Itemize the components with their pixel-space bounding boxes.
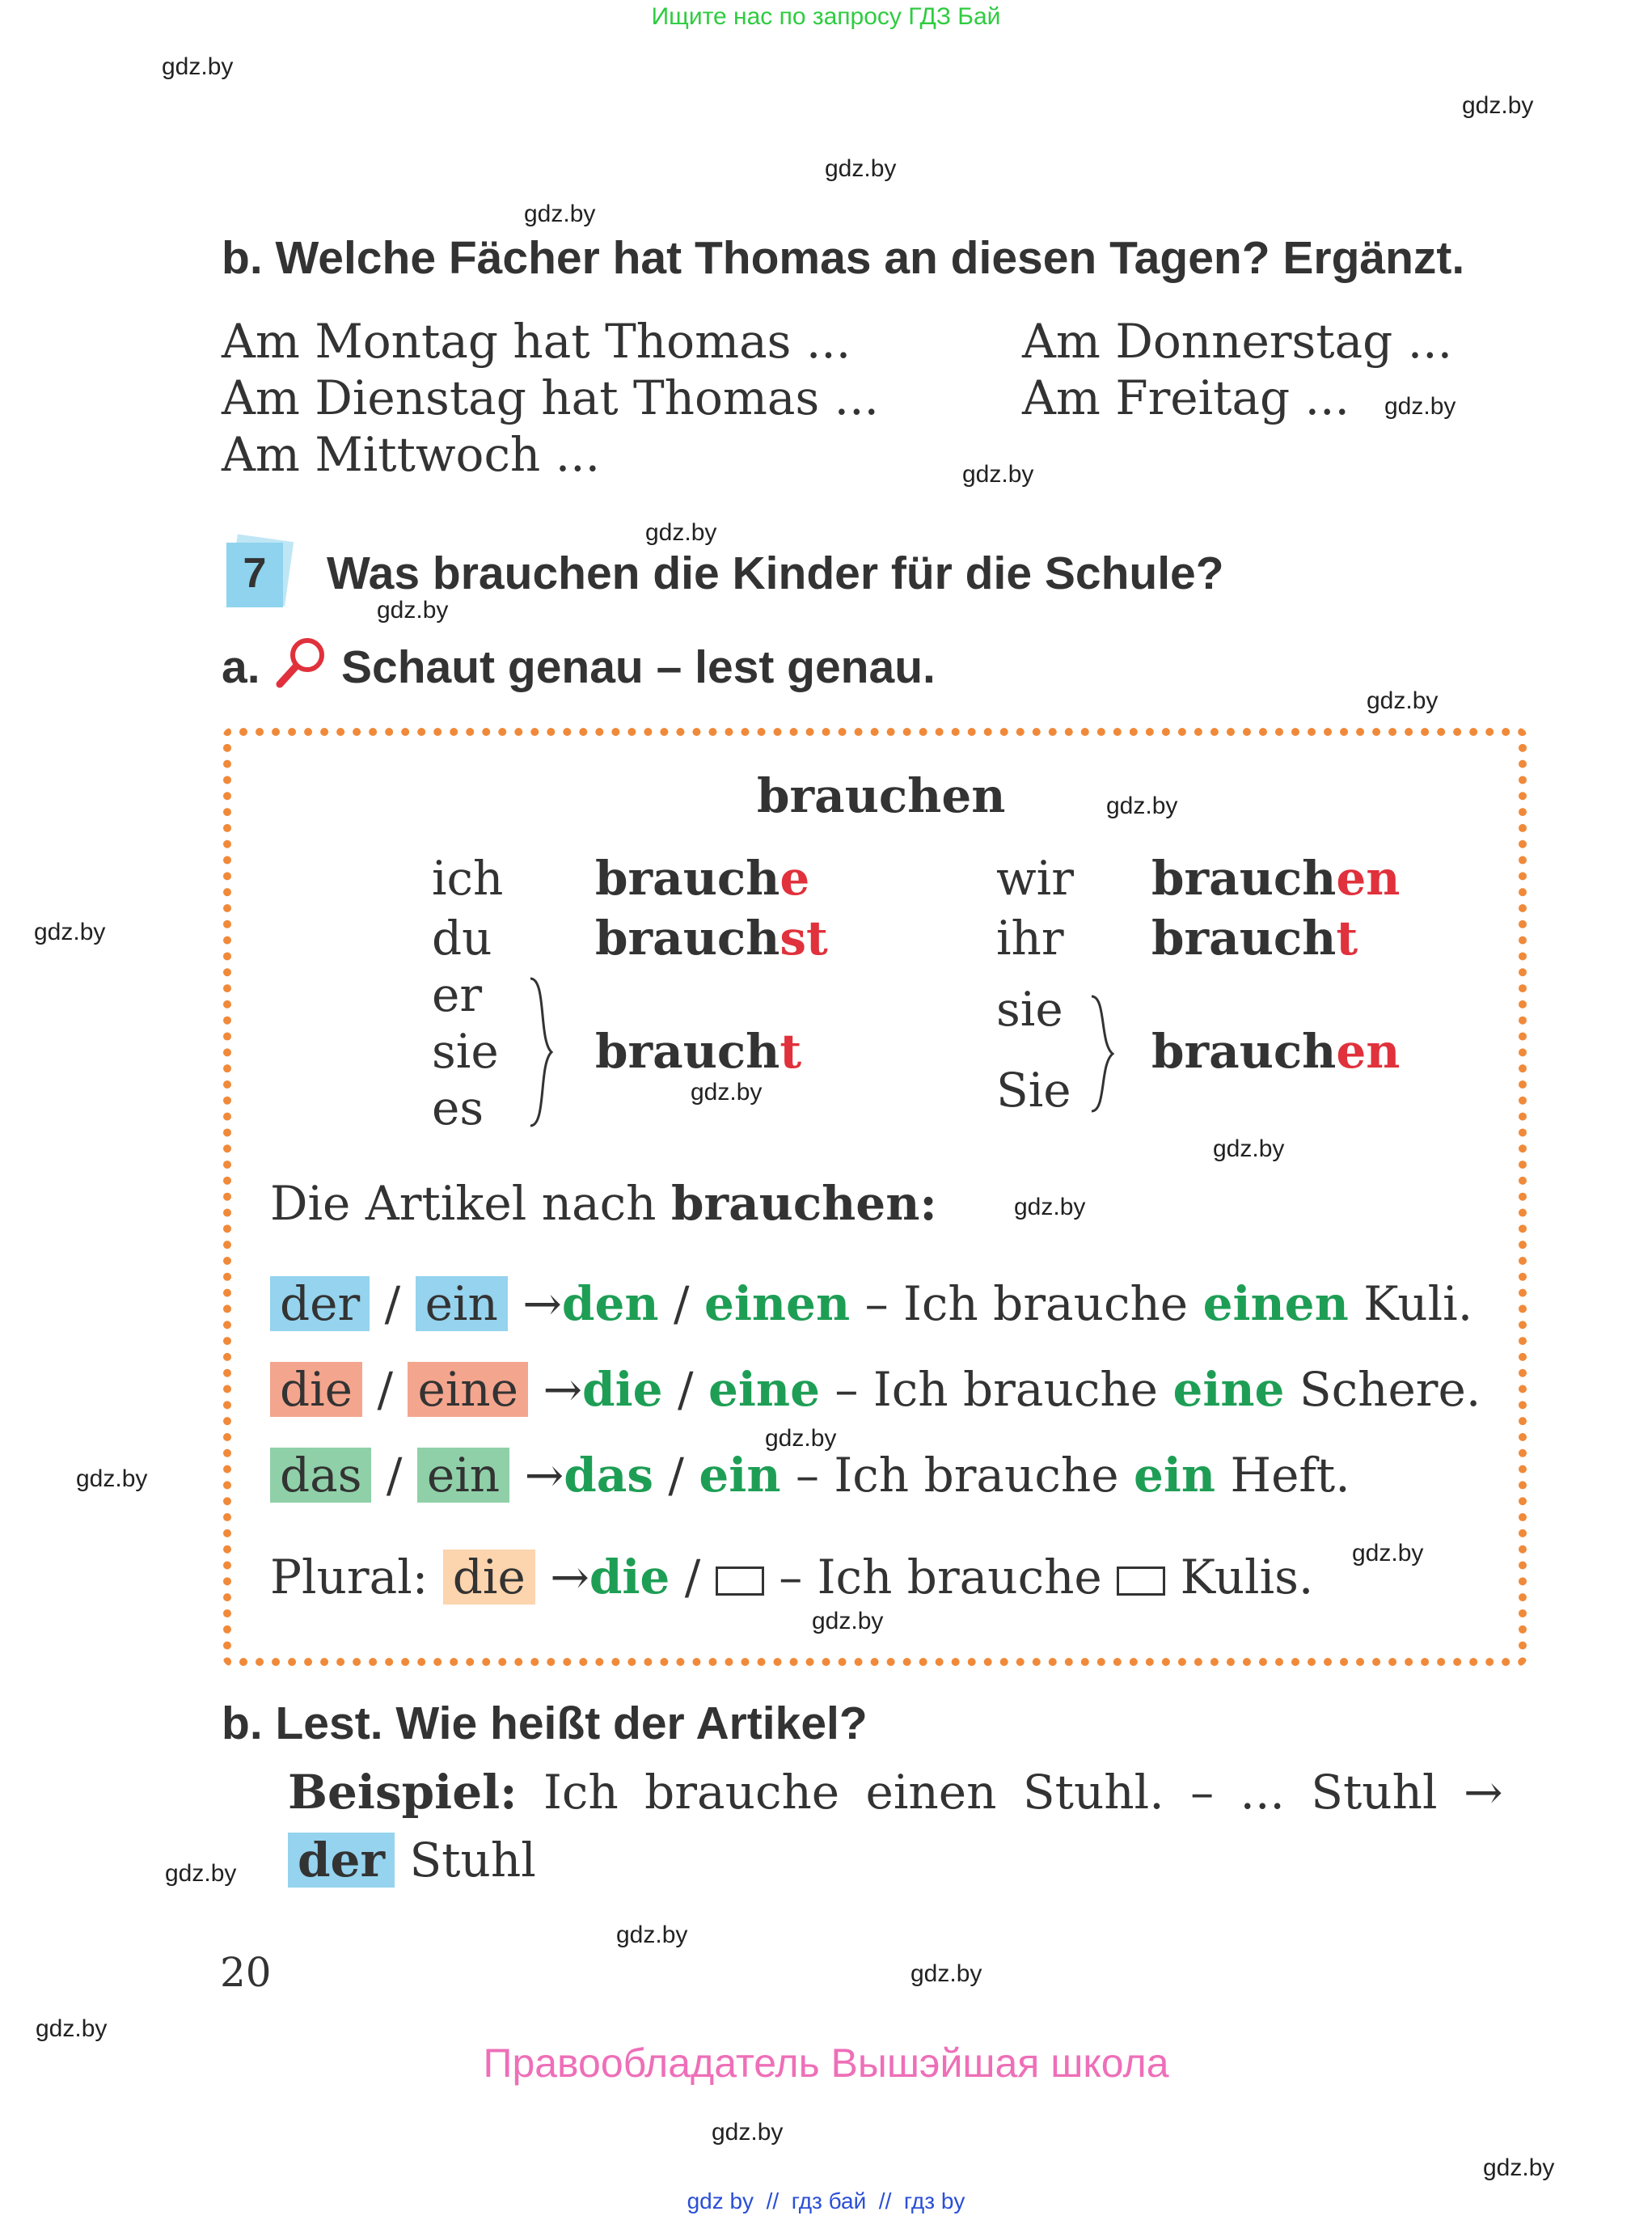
empty-article-box [1117,1567,1165,1596]
watermark: gdz.by [1483,2154,1555,2181]
top-banner: Ищите нас по запросу ГДЗ Бай [651,3,1001,30]
example-line [288,1765,1503,1820]
verb-form [1151,911,1358,966]
example-noun: Heft. [1230,1448,1350,1503]
example-text: Ich brauche [903,1276,1189,1331]
slash: / [668,1448,684,1503]
task7-a-text: Schaut genau – lest genau. [341,641,936,693]
watermark: gdz.by [377,597,449,624]
empty-article-box [716,1567,764,1596]
example-article: ein [1133,1448,1216,1503]
verb-ending: st [780,911,828,966]
watermark: gdz.by [1352,1540,1424,1567]
pronoun: er [432,967,483,1022]
arrow-icon: → [543,1362,583,1417]
pronoun: du [432,911,492,966]
watermark: gdz.by [812,1608,884,1634]
arrow-icon: → [522,1276,562,1331]
example-text: Ich brauche [834,1448,1119,1503]
task7-title: Was brauchen die Kinder für die Schule? [327,548,1224,599]
verb-ending: t [1336,911,1358,966]
example-article: einen [1202,1276,1349,1331]
pronoun: Sie [996,1063,1071,1118]
pronoun: sie [432,1024,499,1079]
watermark: gdz.by [1106,793,1178,819]
article-chip: die [443,1550,535,1605]
task-b1-line: Am Donnerstag ... [1022,314,1453,369]
watermark: gdz.by [76,1465,148,1492]
accusative-article: die [582,1362,663,1417]
watermark: gdz.by [165,1860,237,1887]
slash: / [673,1276,690,1331]
article-chip: ein [417,1448,509,1503]
slash: / [384,1276,401,1331]
verb-stem: brauch [1151,911,1337,966]
article-chip: die [270,1362,362,1417]
articles-intro [270,1176,937,1231]
watermark: gdz.by [962,461,1034,488]
verb-form [1151,851,1400,906]
verb-title: brauchen [757,768,1006,823]
accusative-article: die [589,1550,670,1605]
verb-form [595,1024,801,1079]
slash: / [677,1362,694,1417]
dash: – [864,1276,889,1331]
pronoun: ich [432,851,504,906]
verb-stem: brauch [595,911,780,966]
copyright: Правообладатель Вышэйшая школа [483,2040,1169,2086]
magnifier-icon [272,634,330,692]
watermark: gdz.by [616,1922,688,1948]
verb-ending: t [780,1024,802,1079]
slash: / [377,1362,393,1417]
watermark: gdz.by [1384,393,1456,420]
article-row [270,1448,1350,1503]
pronoun: sie [996,982,1063,1037]
verb-stem: brauch [1151,851,1337,906]
brace-icon [1085,993,1118,1114]
verb-ending: en [1336,851,1401,906]
verb-form [1151,1024,1400,1079]
verb-stem: brauch [1151,1024,1337,1079]
watermark: gdz.by [34,919,106,945]
accusative-article: den [561,1276,659,1331]
task-b1-line: Am Montag hat Thomas ... [222,314,851,369]
article-chip: das [270,1448,371,1503]
watermark: gdz.by [162,53,234,80]
slash: / [684,1550,701,1605]
article-row [270,1276,1472,1331]
watermark: gdz.by [645,519,717,546]
watermark: gdz.by [1014,1194,1086,1220]
pronoun: wir [996,851,1074,906]
task-b1-heading: b. Welche Fächer hat Thomas an diesen Tagen? Ergänzt. [222,232,1465,284]
example-article: eine [1172,1362,1285,1417]
example-noun: Stuhl [409,1833,536,1888]
footer-links[interactable]: gdz by // гдз бай // гдз by [687,2188,965,2213]
task-b1-line: Am Freitag ... [1022,370,1350,425]
pronoun: es [432,1080,484,1135]
article-row [270,1362,1481,1417]
watermark: gdz.by [1462,92,1534,119]
articles-intro-text: Die Artikel nach [270,1176,657,1231]
example-sentence: Ich brauche einen Stuhl. – ... Stuhl → [543,1765,1503,1820]
watermark: gdz.by [691,1079,763,1106]
arrow-icon: → [524,1448,564,1503]
article-chip: ein [416,1276,508,1331]
watermark: gdz.by [765,1425,837,1452]
accusative-article: ein [699,1448,781,1503]
watermark: gdz.by [911,1960,982,1987]
verb-stem: brauch [595,1024,780,1079]
dash: – [779,1550,803,1605]
verb-ending: e [780,851,810,906]
watermark: gdz.by [1213,1135,1285,1162]
task7-a-label: a. [222,641,260,693]
task-number-badge [226,538,291,609]
example-noun: Kulis. [1180,1550,1314,1605]
task-b1-line: Am Dienstag hat Thomas ... [222,370,879,425]
task-b2-heading: b. Lest. Wie heißt der Artikel? [222,1698,868,1749]
article-chip: der [288,1833,395,1888]
verb-ending: en [1336,1024,1401,1079]
brace-icon [524,975,556,1129]
article-chip: der [270,1276,370,1331]
watermark: gdz.by [712,2119,784,2146]
watermark: gdz.by [1367,687,1439,714]
accusative-article: einen [703,1276,851,1331]
plural-label: Plural: [270,1550,429,1605]
example-noun: Schere. [1299,1362,1481,1417]
example-answer [288,1833,536,1888]
articles-intro-verb: brauchen: [670,1176,937,1231]
example-text: Ich brauche [817,1550,1102,1605]
example-label: Beispiel: [288,1765,518,1820]
task-number: 7 [243,550,267,597]
plural-row [270,1550,1313,1605]
watermark: gdz.by [825,155,897,182]
watermark: gdz.by [524,201,596,227]
example-noun: Kuli. [1363,1276,1473,1331]
dash: – [795,1448,819,1503]
example-text: Ich brauche [872,1362,1158,1417]
verb-form [595,851,809,906]
arrow-icon: → [550,1550,589,1605]
article-chip: eine [408,1362,528,1417]
accusative-article: eine [708,1362,820,1417]
task-b1-line: Am Mittwoch ... [222,427,601,482]
verb-form [595,911,828,966]
watermark: gdz.by [36,2015,108,2042]
pronoun: ihr [996,911,1064,966]
dash: – [834,1362,859,1417]
slash: / [386,1448,403,1503]
accusative-article: das [564,1448,653,1503]
verb-stem: brauch [595,851,780,906]
page-number: 20 [220,1949,272,1996]
